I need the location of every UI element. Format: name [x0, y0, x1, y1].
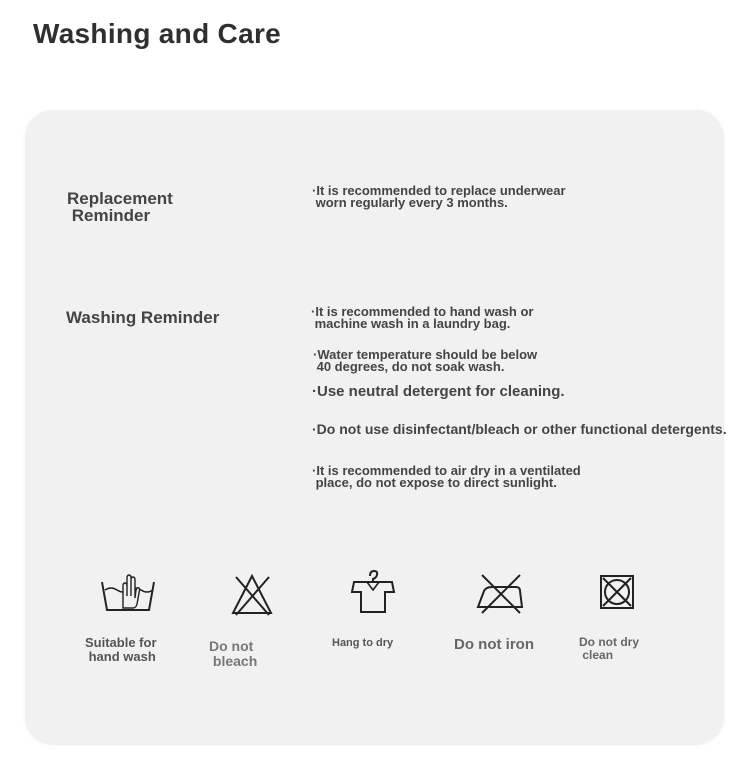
hang-dry-icon — [349, 570, 397, 616]
washing-reminder-label: Washing Reminder — [66, 308, 220, 327]
no-bleach-icon — [230, 573, 274, 617]
no-bleach-caption: Do not bleach — [209, 638, 258, 669]
washing-note-no-bleach: ·Do not use disinfectant/bleach or other functional detergents. — [312, 421, 727, 437]
replacement-reminder-label: Replacement Reminder — [67, 189, 173, 225]
hand-wash-icon — [99, 572, 157, 614]
hang-dry-caption: Hang to dry — [332, 637, 394, 649]
washing-note-temperature: ·Water temperature should be below 40 degrees, do not soak wash. — [313, 347, 538, 374]
page-title: Washing and Care — [33, 18, 282, 49]
washing-note-hand-wash: ·It is recommended to hand wash or machine wash in a laundry bag. — [311, 304, 534, 331]
washing-note-detergent: ·Use neutral detergent for cleaning. — [312, 383, 565, 400]
no-dry-clean-icon — [599, 574, 635, 610]
no-iron-caption: Do not iron — [454, 636, 534, 653]
no-iron-icon — [474, 573, 526, 615]
replacement-note: ·It is recommended to replace underwear worn regularly every 3 months. — [312, 183, 566, 210]
washing-note-air-dry: ·It is recommended to air dry in a ventilated place, do not expose to direct sunlight. — [312, 463, 581, 490]
hand-wash-caption: Suitable for hand wash — [85, 635, 157, 664]
no-dry-clean-caption: Do not dry clean — [579, 635, 639, 662]
